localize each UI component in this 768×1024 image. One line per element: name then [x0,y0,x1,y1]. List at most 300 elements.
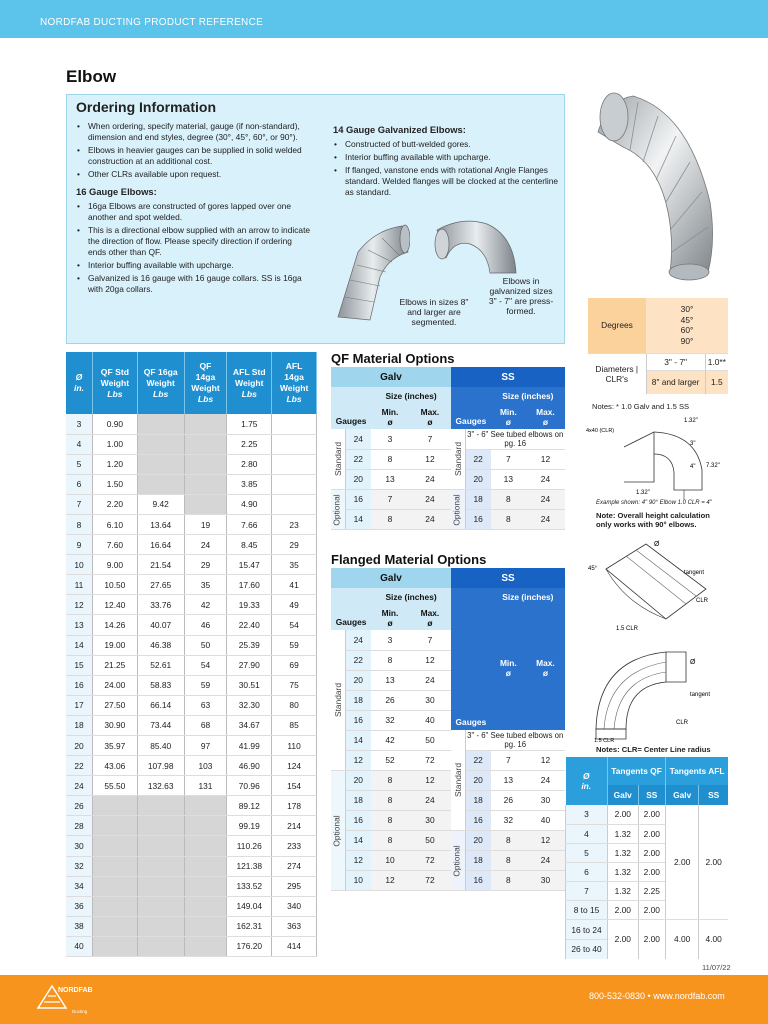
table-cell: 8 [491,870,526,890]
table-cell: 2.00 [608,805,639,824]
clr-value: 1.5 [705,370,728,394]
table-cell: 2.00 [638,824,666,843]
table-cell [137,876,184,896]
table-row [331,730,451,750]
table-cell: 26 [66,796,92,816]
ss-subtable [451,367,565,530]
table-cell: 6.10 [92,514,137,534]
degree-value: 60° [680,325,694,336]
table-cell: 66.14 [137,695,184,715]
table-cell: 8 [371,509,409,529]
table-row [66,434,317,454]
table-row [66,736,317,756]
date-stamp: 11/07/22 [702,963,731,972]
table-row [66,535,317,555]
table-cell: 18 [345,790,371,810]
table-row [451,509,565,529]
gauge16-heading: 16 Gauge Elbows: [76,186,157,197]
weight-table [66,352,317,957]
dim-label: 4" [690,464,696,470]
table-cell: 24 [409,469,451,489]
table-cell: 0.90 [92,414,137,434]
table-cell [184,816,227,836]
table-cell: 40 [526,810,565,830]
table-cell: 24 [409,790,451,810]
flanged-options-table [331,568,565,891]
optional-label: Optional [331,770,345,890]
table-row [451,830,565,850]
table-row [66,655,317,675]
dia-label: Ø [654,541,660,548]
table-cell: 22 [345,449,371,469]
table-cell: 85.40 [137,736,184,756]
table-row [451,489,565,509]
table-cell: 15.47 [227,555,272,575]
table-cell: 24 [526,509,565,529]
table-cell: 52 [371,750,409,770]
table-cell: 8 [371,830,409,850]
list-item: • Interior buffing available with upcharge. [76,260,311,271]
table-cell: 2.00 [638,843,666,862]
caption-press-formed: Elbows in galvanized sizes 3" - 7" are press-formed. [488,276,554,316]
table-cell: 9 [66,535,92,555]
table-row [66,454,317,474]
table-cell: 54 [272,615,317,635]
table-cell: 30.51 [227,675,272,695]
table-cell: 7 [66,494,92,514]
degree-value: 90° [680,335,694,346]
ordering-right-column [333,124,563,200]
table-cell [272,454,317,474]
table-cell: 1.50 [92,474,137,494]
table-cell: 99.19 [227,816,272,836]
table-cell: 14 [66,635,92,655]
table-row [331,830,451,850]
clr-value: 1.0** [705,353,728,370]
table-cell: 63 [184,695,227,715]
tubed-note: 3" - 6" See tubed elbows on pg. 16 [465,429,565,449]
table-cell: 26 [371,690,409,710]
table-cell: 13 [371,469,409,489]
elbow-dimension-diagram [584,412,734,500]
table-row [66,695,317,715]
clr-label: 4x40 (CLR) [586,428,615,434]
table-cell: 46 [184,615,227,635]
table-cell: 21.25 [92,655,137,675]
header-bar [0,0,768,38]
elbow-45-diagram [586,534,736,632]
table-cell: 24 [345,429,371,449]
max-header: Max. ø [420,608,440,628]
table-cell: 85 [272,715,317,735]
table-cell: 2.00 [638,805,666,824]
table-cell: 58.83 [137,675,184,695]
table-cell [272,474,317,494]
table-cell [184,936,227,956]
diagram-example: Example shown: 4" 90° Elbow 1.0 CLR = 4" [596,500,712,506]
table-cell: 12 [526,750,565,770]
logo-text: NORDFAB [58,987,93,994]
table-cell: 50 [409,830,451,850]
table-cell: 54 [184,655,227,675]
table-cell: 15 [66,655,92,675]
table-cell: 18 [66,715,92,735]
table-row [451,850,565,870]
table-row [66,896,317,916]
table-cell: 131 [184,776,227,796]
table-cell [92,916,137,936]
table-row [331,870,451,890]
table-cell: 23 [272,514,317,534]
table-cell: 20 [345,670,371,690]
gauge14-bullets [333,139,563,198]
table-cell: 46.90 [227,756,272,776]
table-row [66,414,317,434]
table-cell: 132.63 [137,776,184,796]
table-cell: 49 [272,595,317,615]
table-cell: 35 [272,555,317,575]
table-cell [184,454,227,474]
table-cell: 32.30 [227,695,272,715]
ss-header: SS [451,367,565,387]
table-row [66,836,317,856]
table-row [451,730,565,750]
table-row [66,575,317,595]
size-header: Size (inches) [491,387,565,405]
table-cell: 9.00 [92,555,137,575]
diameter-range: 8" and larger [646,370,705,394]
table-cell: 35.97 [92,736,137,756]
size-header: Size (inches) [385,592,437,602]
table-cell [184,474,227,494]
contact-info: 800-532-0830 • www.nordfab.com [589,991,725,1001]
table-cell: 12 [345,850,371,870]
table-row [331,429,451,449]
table-row [331,690,451,710]
table-cell [184,796,227,816]
table-cell: 30 [409,690,451,710]
clr-label: CLR [676,720,689,726]
table-row [331,770,451,790]
table-cell: 9.42 [137,494,184,514]
table-row [451,770,565,790]
table-cell: 55.50 [92,776,137,796]
table-row [451,870,565,890]
table-cell: 33.76 [137,595,184,615]
list-item: • If flanged, vanstone ends with rotational Angle Flanges standard. Welded flanges will be clocked at the centerline as standard. [333,165,563,198]
table-cell: 18 [465,850,491,870]
table-cell: 30 [409,810,451,830]
table-cell: 10 [371,850,409,870]
table-cell: 75 [272,675,317,695]
col-header: QF 16ga Weight Lbs [137,352,184,414]
table-row [331,489,451,509]
table-cell: 41.99 [227,736,272,756]
table-cell: 363 [272,916,317,936]
list-item: • Other CLRs available upon request. [76,169,311,180]
table-cell: 3.85 [227,474,272,494]
table-cell: 12 [371,870,409,890]
table-cell: 19.00 [92,635,137,655]
table-cell: 80 [272,695,317,715]
table-cell: 3 [371,630,409,650]
table-cell: 8 to 15 [566,900,608,919]
table-cell: 7.66 [227,514,272,534]
tangent-label: tangent [684,570,705,576]
list-item: • When ordering, specify material, gauge (if non-standard), dimension and end styles, degree (30°, 45°, 60°, or 90°). [76,121,311,143]
table-row [566,805,729,824]
table-cell: 16 [465,810,491,830]
table-cell [184,896,227,916]
degrees-values [646,298,728,353]
table-cell: 1.32 [608,843,639,862]
table-cell: 11 [66,575,92,595]
table-cell [184,434,227,454]
degree-value: 30° [680,304,694,315]
table-cell: 8 [371,449,409,469]
table-cell [92,816,137,836]
table-cell: 34 [66,876,92,896]
table-row [66,675,317,695]
max-header: Max. ø [526,405,565,429]
table-row [66,555,317,575]
table-row [331,670,451,690]
page-title: Elbow [66,67,117,86]
ss-subtable [451,568,565,891]
table-cell: 19 [184,514,227,534]
dim-label: 1.32" [636,490,650,496]
table-cell: 89.12 [227,796,272,816]
min-header: Min. ø [491,405,526,429]
table-row [331,850,451,870]
table-cell: 46.38 [137,635,184,655]
table-cell: 50 [184,635,227,655]
optional-label: Optional [451,830,465,890]
optional-label: Optional [451,489,465,529]
table-cell: 110.26 [227,836,272,856]
table-cell: 2.00 [638,900,666,919]
flanged-options-title: Flanged Material Options [331,552,487,567]
table-cell: 233 [272,836,317,856]
table-cell: 18 [345,690,371,710]
table-cell: 17 [66,695,92,715]
table-cell: 22 [345,650,371,670]
table-cell: 59 [272,635,317,655]
table-cell [92,936,137,956]
table-cell: 26 [491,790,526,810]
note-overall-height: Note: Overall height calculation only works with 90° elbows. [596,511,710,529]
table-cell: 2.00 [608,900,639,919]
qf-options-title: QF Material Options [331,351,455,366]
table-cell: 22.40 [227,615,272,635]
diameter-range: 3" - 7" [646,353,705,370]
table-row [331,750,451,770]
table-cell: 41 [272,575,317,595]
table-cell: 27.65 [137,575,184,595]
table-cell: 32 [66,856,92,876]
degrees-label: Degrees [588,298,646,353]
tangents-qf-header: Tangents QF [608,757,666,785]
table-row [331,710,451,730]
table-cell: 14 [345,730,371,750]
nordfab-logo-icon [34,980,94,1016]
table-cell: 2.80 [227,454,272,474]
dim-label: 7.32" [706,463,720,469]
table-cell: 12.40 [92,595,137,615]
table-row [66,796,317,816]
table-cell: 18 [465,790,491,810]
table-cell: 20 [66,736,92,756]
table-cell: 1.00 [92,434,137,454]
list-item: • 16ga Elbows are constructed of gores lapped over one another and spot welded. [76,201,311,223]
table-cell: 12 [66,595,92,615]
col-header: Galv [666,785,699,805]
table-row [331,630,451,650]
dim-label: 1.32" [684,418,698,424]
standard-label: Standard [331,429,345,489]
table-cell [272,414,317,434]
table-cell: 110 [272,736,317,756]
table-cell [137,896,184,916]
tangent-label: tangent [690,692,711,698]
table-cell: 72 [409,750,451,770]
table-cell: 32 [371,710,409,730]
table-cell: 2.00 [638,919,666,959]
table-cell: 25.39 [227,635,272,655]
table-cell: 24 [66,776,92,796]
table-cell: 30 [526,790,565,810]
table-cell [137,916,184,936]
table-cell: 22 [465,449,491,469]
table-row [66,816,317,836]
table-cell: 7 [566,881,608,900]
table-cell: 28 [66,816,92,836]
tangents-table [565,757,728,959]
table-cell: 13 [491,469,526,489]
table-cell: 73.44 [137,715,184,735]
table-cell: 8 [491,489,526,509]
table-cell: 22 [66,756,92,776]
table-cell: 178 [272,796,317,816]
table-cell: 13 [371,670,409,690]
table-cell: 6 [66,474,92,494]
col-header: SS [699,785,728,805]
table-cell: 17.60 [227,575,272,595]
table-cell [137,836,184,856]
table-cell: 176.20 [227,936,272,956]
tubed-note: 3" - 6" See tubed elbows on pg. 16 [465,730,565,750]
table-cell: 16 [345,489,371,509]
table-cell: 2.20 [92,494,137,514]
table-cell: 1.32 [608,824,639,843]
table-cell: 16 [345,810,371,830]
table-cell: 4.90 [227,494,272,514]
table-cell: 20 [465,830,491,850]
table-row [66,856,317,876]
press-formed-elbow-image [432,218,517,278]
table-cell [137,474,184,494]
table-cell [184,876,227,896]
table-cell [92,836,137,856]
table-row [66,936,317,956]
tangents-afl-header: Tangents AFL [666,757,728,785]
table-cell: 40 [66,936,92,956]
table-row [66,876,317,896]
table-cell: 70.96 [227,776,272,796]
size-header: Size (inches) [385,391,437,401]
clr15-label: 1.5 CLR [594,738,615,744]
table-cell [137,454,184,474]
table-cell: 4 [566,824,608,843]
table-cell: 21.54 [137,555,184,575]
gauges-header: Gauges [335,416,367,426]
table-cell: 3 [66,414,92,434]
table-cell [92,896,137,916]
col-header: Galv [608,785,639,805]
table-cell: 42 [371,730,409,750]
table-cell: 24.00 [92,675,137,695]
table-cell: 12 [526,449,565,469]
table-cell: 414 [272,936,317,956]
table-row [451,429,565,449]
table-cell: 43.06 [92,756,137,776]
table-cell: 27.50 [92,695,137,715]
table-cell: 2.00 [638,862,666,881]
size-header: Size (inches) [491,588,565,606]
table-cell: 27.90 [227,655,272,675]
table-cell: 14 [345,830,371,850]
table-cell: 1.75 [227,414,272,434]
table-cell: 12 [409,449,451,469]
note-clr: Notes: CLR= Center Line radius [596,745,711,754]
table-row [331,449,451,469]
table-cell [184,836,227,856]
table-cell: 8 [371,810,409,830]
table-cell: 72 [409,850,451,870]
table-cell [92,876,137,896]
min-header: Min. ø [491,606,526,730]
table-row [451,750,565,770]
table-cell: 8 [491,830,526,850]
table-cell: 30.90 [92,715,137,735]
table-row [66,776,317,796]
table-cell: 124 [272,756,317,776]
table-cell: 12 [409,650,451,670]
ordering-left-column [76,121,311,297]
optional-label: Optional [331,489,345,529]
diameters-label: Diameters | CLR's [588,353,646,394]
tangent-dia-header: Ø in. [566,757,608,805]
table-cell: 5 [566,843,608,862]
table-cell: 7 [491,449,526,469]
col-header: AFL Std Weight Lbs [227,352,272,414]
table-cell: 20 [465,770,491,790]
table-cell: 24 [526,770,565,790]
table-cell: 274 [272,856,317,876]
table-cell: 162.31 [227,916,272,936]
table-cell: 19.33 [227,595,272,615]
galv-subtable [331,367,451,530]
elbow-photo [588,92,728,292]
table-cell: 7 [409,429,451,449]
table-cell: 16 [465,870,491,890]
table-cell: 40 [409,710,451,730]
table-cell [137,796,184,816]
table-cell: 8 [371,770,409,790]
table-cell: 7.60 [92,535,137,555]
table-cell [137,936,184,956]
table-cell [137,434,184,454]
